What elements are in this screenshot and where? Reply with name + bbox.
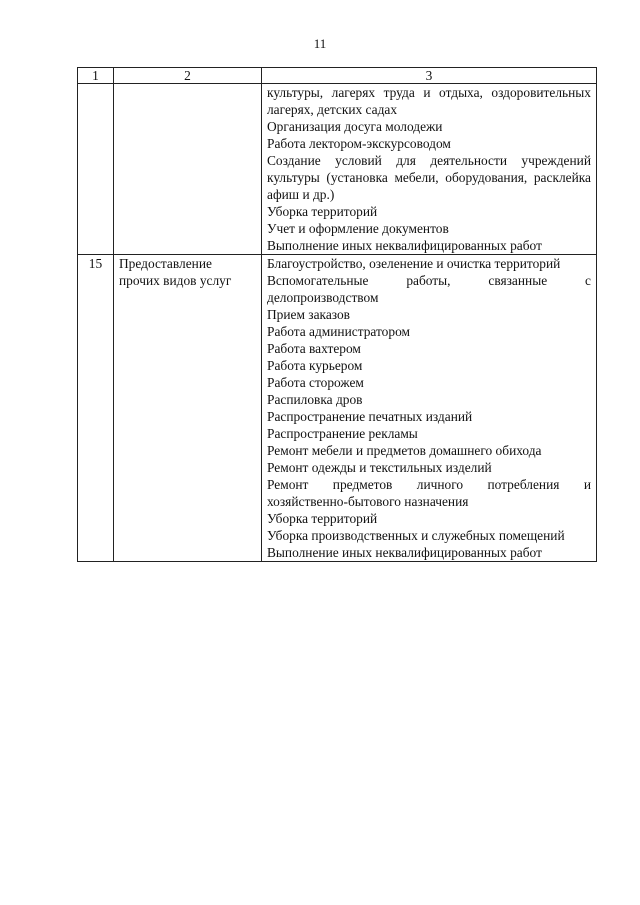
- service-name: Предоставление прочих видов услуг: [114, 255, 262, 562]
- work-item: Учет и оформление документов: [267, 221, 449, 236]
- table-header-row: [78, 68, 597, 84]
- service-name: [114, 84, 262, 255]
- work-item: Ремонт одежды и текстильных изделий: [267, 460, 492, 475]
- row-number: 15: [78, 255, 114, 562]
- services-table: [77, 67, 597, 562]
- page-number: 11: [313, 36, 327, 51]
- work-item: Работа вахтером: [267, 341, 361, 356]
- work-item: культуры, лагерях труда и отдыха, оздоровительных лагерях, детских садах: [267, 85, 591, 117]
- work-item: Выполнение иных неквалифицированных работ: [267, 545, 542, 560]
- column-header-2: 2: [114, 68, 262, 84]
- works-list: [262, 255, 597, 562]
- work-item: Работа администратором: [267, 324, 410, 339]
- work-item: Работа курьером: [267, 358, 363, 373]
- work-item: Выполнение иных неквалифицированных работ: [267, 238, 542, 253]
- column-header-1: 1: [78, 68, 114, 84]
- work-item: Распространение рекламы: [267, 426, 418, 441]
- table-body: [78, 84, 597, 562]
- work-item: Работа сторожем: [267, 375, 364, 390]
- work-item: Организация досуга молодежи: [267, 119, 443, 134]
- column-header-3: 3: [262, 68, 597, 84]
- work-item: Работа лектором-экскурсоводом: [267, 136, 451, 151]
- table-row: [78, 84, 597, 255]
- row-number: [78, 84, 114, 255]
- work-item: Создание условий для деятельности учреждений культуры (установка мебели, оборудования, расклейка афиш и др.): [267, 153, 591, 202]
- work-item: Уборка территорий: [267, 204, 378, 219]
- work-item: Распространение печатных изданий: [267, 409, 473, 424]
- work-item: Распиловка дров: [267, 392, 363, 407]
- work-item: Ремонт мебели и предметов домашнего обихода: [267, 443, 542, 458]
- work-item: Уборка производственных и служебных помещений: [267, 528, 565, 543]
- work-item: Прием заказов: [267, 307, 351, 322]
- work-item: Вспомогательные работы, связанные с делопроизводством: [267, 273, 591, 305]
- table-row: [78, 255, 597, 562]
- work-item: Благоустройство, озеленение и очистка территорий: [267, 256, 561, 271]
- work-item: Уборка территорий: [267, 511, 378, 526]
- work-item: Ремонт предметов личного потребления и хозяйственно-бытового назначения: [267, 477, 591, 509]
- works-list: [262, 84, 597, 255]
